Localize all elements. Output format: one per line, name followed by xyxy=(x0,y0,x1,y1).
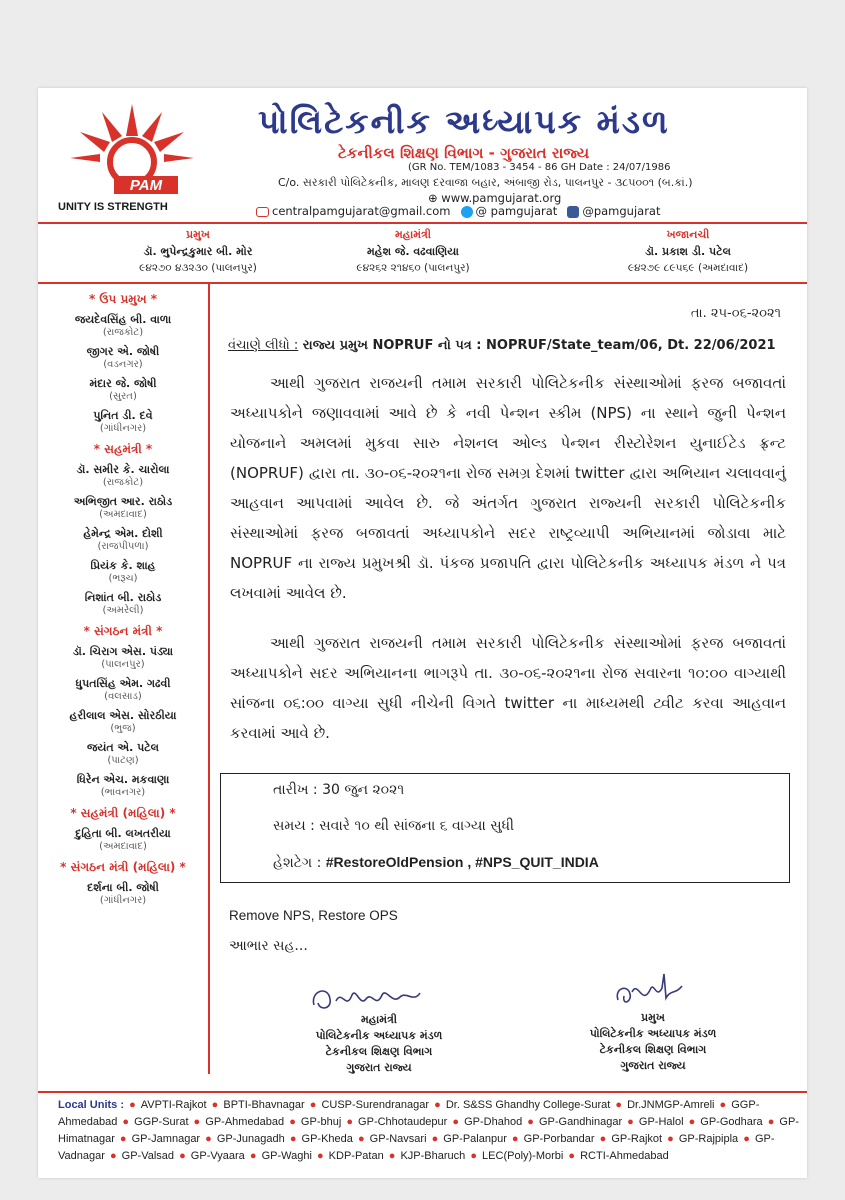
officer-role: પ્રમુખ xyxy=(186,228,210,241)
local-units-label: Local Units : xyxy=(58,1099,125,1111)
member-name: મંદાર જે. જોષી xyxy=(89,377,157,390)
member-city: (ભુજ) xyxy=(110,723,136,734)
local-unit-item: GP-Vadnagar xyxy=(58,1133,775,1162)
member-name: અભિજીત આર. રાઠોડ xyxy=(73,495,173,508)
local-unit-item: KJP-Bharuch xyxy=(400,1150,466,1162)
section-title: * સહમંત્રી (મહિલા) * xyxy=(70,806,176,820)
officer-treasurer xyxy=(598,228,778,275)
member-name: નિશાંત બી. રાઠોડ xyxy=(84,591,162,604)
president-block xyxy=(568,1010,738,1074)
member-city: (ગાંધીનગર) xyxy=(99,895,147,906)
local-unit-item: KDP-Patan xyxy=(328,1150,384,1162)
sidebar-section xyxy=(38,806,208,852)
reference-text: રાજ્ય પ્રમુખ NOPRUF નો પત્ર : NOPRUF/State_team/06, Dt. 22/06/2021 xyxy=(298,338,776,353)
member-name: પ્રિયંક કે. શાહ xyxy=(90,559,156,572)
local-unit-item: GP-Waghi xyxy=(261,1150,312,1162)
bullet-icon: ● xyxy=(685,1116,699,1128)
bullet-icon: ● xyxy=(116,1133,130,1145)
mail-icon xyxy=(256,207,269,217)
footer-divider xyxy=(38,1091,807,1093)
local-unit-item: GGP-Ahmedabad xyxy=(58,1099,760,1128)
facebook-icon xyxy=(567,206,579,218)
bullet-icon: ● xyxy=(106,1150,120,1162)
member-city: (ભરૂચ) xyxy=(108,573,138,584)
member-city: (રાજકોટ) xyxy=(102,477,144,488)
bullet-icon: ● xyxy=(208,1099,222,1111)
member-name: હરીલાલ એસ. સોરઠીયા xyxy=(69,709,177,722)
local-unit-item: GP-Godhara xyxy=(700,1116,763,1128)
bullet-icon: ● xyxy=(449,1116,463,1128)
member-name: ડૉ. સમીર કે. ચારોલા xyxy=(76,463,170,476)
local-unit-item: GP-Gandhinagar xyxy=(538,1116,623,1128)
signature-line: મહામંત્રી xyxy=(361,1013,397,1026)
campaign-time: સમય : સવારે ૧૦ થી સાંજના ૬ વાગ્યા સુધી xyxy=(273,818,514,834)
officer-role: ખજાનચી xyxy=(666,228,710,241)
paragraph-2: આથી ગુજરાત રાજયની તમામ સરકારી પોલિટેકનીક સંસ્થાઓમાં ફરજ બજાવતાં અધ્યાપકોને સદર અભિયાનના ભાગરૂપે તા. ૩૦-૦૬-૨૦૨૧ના રોજ સવારના ૧૦:૦૦ વાગ્યાથી સાંજના ૦૬:૦૦ વાગ્યા સુધી નીચેની વિગતે twitter ના માધ્યમથી ટ્વીટ કરવા આહવાન કરવામાં આવે છે. xyxy=(230,634,786,742)
org-name: પોલિટેકનીક અધ્યાપક મંડળ xyxy=(258,102,670,141)
member-city: (વલસાડ) xyxy=(104,691,142,702)
member-name: ધુપતસિંહ એમ. ગઢવી xyxy=(75,677,171,690)
bullet-icon: ● xyxy=(467,1150,481,1162)
officer-name: મહેશ જે. વઢવાણિયા xyxy=(367,245,459,258)
officer-phone: ૯૪૨૬૨ ૨૧૪૬૦ (પાલનપુર) xyxy=(356,262,470,274)
bullet-icon: ● xyxy=(565,1150,579,1162)
address: C/o. સરકારી પોલિટેકનીક, માલણ દરવાજા બહાર, અંબાજી રોડ, પાલનપુર - ૩૮૫૦૦૧ (બ.કાં.) xyxy=(278,176,693,189)
local-unit-item: GP-Navsari xyxy=(369,1133,427,1145)
campaign-details-box xyxy=(220,773,790,883)
hashtag-label: હેશટેગ : xyxy=(273,855,326,871)
pam-logo xyxy=(62,96,202,216)
hashtag-values: #RestoreOldPension , #NPS_QUIT_INDIA xyxy=(325,854,599,870)
local-unit-item: GP-Ahmedabad xyxy=(205,1116,285,1128)
email-contact[interactable] xyxy=(256,204,451,218)
bullet-icon: ● xyxy=(286,1116,299,1128)
bullet-icon: ● xyxy=(385,1150,399,1162)
signature-line: પોલિટેકનીક અધ્યાપક મંડળ xyxy=(589,1027,717,1040)
letter-date: તા. ૨૫-૦૬-૨૦૨૧ xyxy=(690,306,781,321)
local-unit-item: Dr. S&SS Ghandhy College-Surat xyxy=(445,1099,611,1111)
bullet-icon: ● xyxy=(431,1099,444,1111)
bullet-icon: ● xyxy=(202,1133,215,1145)
section-title: * ઉપ પ્રમુખ * xyxy=(88,292,158,306)
local-unit-item: GP-Junagadh xyxy=(216,1133,285,1145)
bullet-icon: ● xyxy=(524,1116,537,1128)
member-city: (અમદાવાદ) xyxy=(99,841,147,852)
local-unit-item: AVPTI-Rajkot xyxy=(140,1099,207,1111)
member-city: (અમદાવાદ) xyxy=(99,509,147,520)
logo-text: PAM xyxy=(129,177,163,194)
member-city: (રાજપીપળા) xyxy=(97,541,149,552)
member-city: (પાટણ) xyxy=(107,755,139,766)
member-city: (સુરત) xyxy=(109,391,137,402)
member-name: ધિરેન એચ. મકવાણા xyxy=(76,773,170,786)
dept-name: ટેકનીકલ શિક્ષણ વિભાગ - ગુજરાત રાજ્ય xyxy=(338,144,590,162)
remove-nps-line: Remove NPS, Restore OPS xyxy=(229,908,398,923)
signature-line: ગુજરાત રાજ્ય xyxy=(620,1059,686,1072)
bullet-icon: ● xyxy=(313,1150,327,1162)
sidebar-section xyxy=(38,860,208,906)
member-name: જયંત એ. પટેલ xyxy=(86,741,159,754)
local-unit-item: GP-Jamnagar xyxy=(131,1133,201,1145)
bullet-icon: ● xyxy=(246,1150,260,1162)
officer-general-secretary xyxy=(328,228,498,275)
local-unit-item: GP-Kheda xyxy=(301,1133,353,1145)
local-unit-item: GGP-Surat xyxy=(134,1116,189,1128)
reference-label: વંચાણે લીધો : xyxy=(228,338,299,353)
member-city: (ગાંધીનગર) xyxy=(99,423,147,434)
twitter-icon xyxy=(461,206,473,218)
member-name: જયદેવસિંહ બી. વાળા xyxy=(74,313,172,326)
bullet-icon: ● xyxy=(508,1133,522,1145)
member-name: પુનિત ડી. દવે xyxy=(93,409,153,422)
signature-line: ટેકનીકલ શિક્ષણ વિભાગ xyxy=(325,1045,433,1058)
local-units-list xyxy=(58,1097,803,1165)
thanks-line: આભાર સહ... xyxy=(229,938,308,954)
member-city: (રાજકોટ) xyxy=(102,327,144,338)
section-title: * સહમંત્રી * xyxy=(93,442,153,456)
officer-phone: ૯૪૨૭૦ ૪૩૨૩૦ (પાલનપુર) xyxy=(139,262,257,274)
local-unit-item: CUSP-Surendranagar xyxy=(321,1099,430,1111)
bullet-icon: ● xyxy=(119,1116,133,1128)
officer-phone: ૯૪૨૭૯ ૮૯૫૬૯ (અમદાવાદ) xyxy=(627,262,749,274)
local-unit-item: GP-Chhotaudepur xyxy=(358,1116,448,1128)
bullet-icon: ● xyxy=(716,1099,730,1111)
bullet-icon: ● xyxy=(176,1150,189,1162)
signature-line: ટેકનીકલ શિક્ષણ વિભાગ xyxy=(599,1043,707,1056)
member-city: (અમરેલી) xyxy=(102,605,144,616)
officer-name: ડૉ. પ્રકાશ ડી. પટેલ xyxy=(645,245,731,258)
local-unit-item: GP-Valsad xyxy=(121,1150,175,1162)
general-secretary-block xyxy=(294,1012,464,1076)
officer-president xyxy=(118,228,278,275)
bullet-icon: ● xyxy=(596,1133,610,1145)
contact-row xyxy=(256,204,661,218)
sidebar-section xyxy=(38,442,208,616)
bullet-icon: ● xyxy=(764,1116,778,1128)
facebook-text: @pamgujarat xyxy=(582,204,661,218)
member-name: દુહિતા બી. લખતરીયા xyxy=(75,827,171,840)
sidebar-section xyxy=(38,292,208,434)
local-unit-item: GP-Porbandar xyxy=(523,1133,595,1145)
paragraph-1: આથી ગુજરાત રાજયની તમામ સરકારી પોલિટેકનીક સંસ્થાઓમાં ફરજ બજાવતાં અધ્યાપકોને જણાવવામાં આવે છે કે નવી પેન્શન સ્કીમ (NPS) ના સ્થાને જુની પેન્શન યોજનાને અમલમાં મુકવા સારુ નેશનલ ઓલ્ડ પેન્શન રીસ્ટોરેશન યુનાઈટેડ ફ્રન્ટ (NOPRUF) દ્વારા તા. ૩૦-૦૬-૨૦૨૧ના રોજ સમગ્ર દેશમાં twitter દ્વારા અભિયાન ચલાવવાનું આહવાન આપવામાં આવેલ છે. જે અંતર્ગત ગુજરાત રાજ્યની સરકારી પોલિટેકનીક સંસ્થાઓમાં ફરજ બજાવતાં અધ્યાપકોને સદર રાષ્ટ્રવ્યાપી અભિયાનમાં જોડાવા માટે NOPRUF ના રાજ્ય પ્રમુખશ્રી ડૉ. પંકજ પ્રજાપતિ દ્વારા પોલિટેકનીક અધ્યાપક મંડળ ને પત્ર લખવામાં આવેલ છે. xyxy=(230,374,786,602)
local-unit-item: GP-Himatnagar xyxy=(58,1116,799,1145)
website-text: www.pamgujarat.org xyxy=(441,191,562,205)
member-city: (વડનગર) xyxy=(103,359,143,370)
member-city: (ભાવનગર) xyxy=(100,787,146,798)
reference-line xyxy=(228,338,776,353)
member-city: (પાલનપુર) xyxy=(101,659,145,670)
campaign-date: તારીખ : 30 જુન ૨૦૨૧ xyxy=(273,782,405,798)
bullet-icon: ● xyxy=(612,1099,626,1111)
local-unit-item: GP-Halol xyxy=(638,1116,684,1128)
local-unit-item: GP-Palanpur xyxy=(443,1133,507,1145)
bullet-icon: ● xyxy=(306,1099,320,1111)
officer-name: ડૉ. ભુપેન્દ્રકુમાર બી. મોર xyxy=(143,245,253,258)
bullet-icon: ● xyxy=(664,1133,677,1145)
bullet-icon: ● xyxy=(428,1133,442,1145)
header-divider xyxy=(38,222,807,224)
bullet-icon: ● xyxy=(129,1099,139,1111)
local-unit-item: Dr.JNMGP-Amreli xyxy=(627,1099,715,1111)
local-unit-item: RCTI-Ahmedabad xyxy=(580,1150,669,1162)
member-name: ડૉ. ચિરાગ એસ. પંડ્યા xyxy=(72,645,174,658)
local-unit-item: GP-Vyaara xyxy=(190,1150,245,1162)
local-unit-item: GP-Rajkot xyxy=(611,1133,663,1145)
signature-line: પ્રમુખ xyxy=(641,1011,665,1024)
local-unit-item: GP-Dhahod xyxy=(464,1116,523,1128)
member-name: દર્શના બી. જોષી xyxy=(87,881,159,894)
president-signature xyxy=(608,970,698,1014)
campaign-hashtags xyxy=(273,854,599,871)
member-name: હેમેન્દ્ર એમ. દોશી xyxy=(83,527,163,540)
local-unit-item: LEC(Poly)-Morbi xyxy=(482,1150,564,1162)
member-name: જીગર એ. જોષી xyxy=(86,345,160,358)
local-unit-item: BPTI-Bhavnagar xyxy=(223,1099,305,1111)
signature-line: ગુજરાત રાજ્ય xyxy=(346,1061,412,1074)
registration-number: (GR No. TEM/1083 - 3454 - 86 GH Date : 24/07/1986 xyxy=(408,162,671,173)
committee-sidebar xyxy=(38,284,210,1074)
local-unit-item: GP-bhuj xyxy=(300,1116,342,1128)
slogan: UNITY IS STRENGTH xyxy=(58,201,168,213)
bullet-icon: ● xyxy=(190,1116,204,1128)
bullet-icon: ● xyxy=(354,1133,368,1145)
globe-icon: ⊕ xyxy=(428,191,442,205)
website[interactable] xyxy=(428,191,561,205)
section-title: * સંગઠન મંત્રી * xyxy=(83,624,163,638)
bullet-icon: ● xyxy=(624,1116,637,1128)
officer-role: મહામંત્રી xyxy=(395,228,431,241)
signature-line: પોલિટેકનીક અધ્યાપક મંડળ xyxy=(315,1029,443,1042)
twitter-contact[interactable] xyxy=(461,204,558,218)
facebook-contact[interactable] xyxy=(567,204,660,218)
bullet-icon: ● xyxy=(343,1116,357,1128)
twitter-text: @ pamgujarat xyxy=(475,204,558,218)
email-text: centralpamgujarat@gmail.com xyxy=(272,204,451,218)
bullet-icon: ● xyxy=(740,1133,753,1145)
sidebar-section xyxy=(38,624,208,798)
local-unit-item: GP-Rajpipla xyxy=(678,1133,739,1145)
bullet-icon: ● xyxy=(286,1133,300,1145)
letter-page xyxy=(38,88,807,1178)
section-title: * સંગઠન મંત્રી (મહિલા) * xyxy=(60,860,186,874)
